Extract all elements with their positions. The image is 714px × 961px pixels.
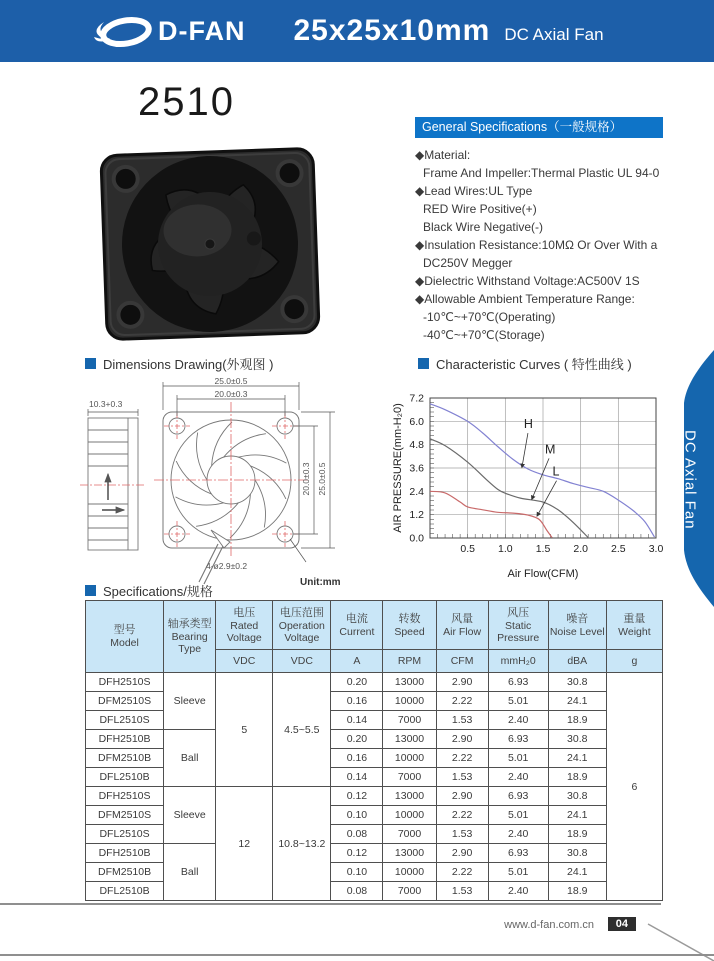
spec-line: Black Wire Negative(-) — [423, 220, 544, 234]
svg-text:H: H — [523, 417, 533, 432]
cell-model: DFM2510B — [86, 749, 164, 768]
cell-airflow: 2.90 — [436, 787, 488, 806]
cell-speed: 10000 — [383, 749, 436, 768]
cell-bearing: Ball — [164, 844, 216, 901]
unit-vdc: VDC — [216, 650, 273, 673]
fan-photo-illustration — [86, 144, 334, 346]
cell-noise: 18.9 — [548, 882, 606, 901]
svg-text:2.5: 2.5 — [611, 543, 626, 555]
cell-rated-voltage: 5 — [216, 673, 273, 787]
col-header-current: 电流 Current — [331, 601, 383, 650]
cell-pressure: 5.01 — [488, 692, 548, 711]
spec-line: ◆Material: — [415, 148, 471, 162]
unit-dba: dBA — [548, 650, 606, 673]
svg-text:4.8: 4.8 — [409, 439, 424, 452]
cell-current: 0.20 — [331, 673, 383, 692]
cell-airflow: 1.53 — [436, 882, 488, 901]
unit-a: A — [331, 650, 383, 673]
cell-speed: 13000 — [383, 673, 436, 692]
curves-title-text: Characteristic Curves ( 特性曲线 ) — [436, 357, 632, 372]
cell-noise: 24.1 — [548, 806, 606, 825]
cell-noise: 18.9 — [548, 768, 606, 787]
dim-outer-width: 25.0±0.5 — [214, 376, 248, 386]
cell-model: DFL2510S — [86, 825, 164, 844]
cell-speed: 7000 — [383, 825, 436, 844]
unit-mmh2o: mmH₂0 — [488, 650, 548, 673]
svg-text:1.2: 1.2 — [409, 509, 424, 522]
svg-text:L: L — [552, 464, 560, 479]
cell-current: 0.12 — [331, 787, 383, 806]
cell-noise: 18.9 — [548, 711, 606, 730]
cell-airflow: 2.22 — [436, 806, 488, 825]
cell-pressure: 6.93 — [488, 844, 548, 863]
dimensions-title-text: Dimensions Drawing(外观图 ) — [103, 357, 274, 372]
table-row — [86, 730, 663, 749]
cell-pressure: 2.40 — [488, 882, 548, 901]
characteristic-curves-chart — [392, 388, 664, 587]
table-row — [86, 787, 663, 806]
cell-bearing: Ball — [164, 730, 216, 787]
svg-text:6.0: 6.0 — [409, 415, 424, 428]
cell-model: DFL2510B — [86, 768, 164, 787]
cell-speed: 13000 — [383, 787, 436, 806]
cell-speed: 13000 — [383, 730, 436, 749]
spec-line: DC250V Megger — [423, 256, 513, 270]
spec-line: ◆Lead Wires:UL Type — [415, 184, 533, 198]
cell-airflow: 2.90 — [436, 844, 488, 863]
dimensions-section-title — [85, 354, 273, 373]
side-tab-label: DC Axial Fan — [681, 430, 699, 530]
cell-current: 0.12 — [331, 844, 383, 863]
svg-text:3.0: 3.0 — [648, 543, 664, 555]
cell-pressure: 6.93 — [488, 787, 548, 806]
product-photo — [86, 144, 334, 346]
col-header-operation-voltage: 电压范围 Operation Voltage — [273, 601, 331, 650]
dim-hole-pitch: 20.0±0.3 — [214, 389, 248, 399]
cell-speed: 7000 — [383, 711, 436, 730]
cell-noise: 24.1 — [548, 749, 606, 768]
col-header-noise: 噪音 Noise Level — [548, 601, 606, 650]
general-specs-title: General Specifications（一般规格） — [415, 117, 663, 138]
cell-airflow: 1.53 — [436, 768, 488, 787]
cell-bearing: Sleeve — [164, 787, 216, 844]
cell-model: DFH2510B — [86, 844, 164, 863]
dim-hole-pitch-v: 20.0±0.3 — [301, 462, 311, 496]
svg-text:2.4: 2.4 — [409, 485, 424, 498]
cell-current: 0.16 — [331, 692, 383, 711]
cell-noise: 30.8 — [548, 787, 606, 806]
brand-swoosh-icon — [92, 9, 154, 53]
cell-pressure: 5.01 — [488, 863, 548, 882]
brand-name: D-FAN — [158, 15, 246, 46]
cell-current: 0.14 — [331, 711, 383, 730]
cell-operation-voltage: 10.8~13.2 — [273, 787, 331, 901]
cell-current: 0.20 — [331, 730, 383, 749]
cell-current: 0.10 — [331, 806, 383, 825]
cell-rated-voltage: 12 — [216, 787, 273, 901]
cell-airflow: 2.22 — [436, 863, 488, 882]
unit-rpm: RPM — [383, 650, 436, 673]
cell-speed: 10000 — [383, 806, 436, 825]
model-number: 2510 — [138, 80, 235, 124]
cell-airflow: 2.22 — [436, 749, 488, 768]
col-header-bearing: 轴承类型 Bearing Type — [164, 601, 216, 673]
svg-text:M: M — [545, 442, 556, 457]
general-specs-list — [415, 146, 663, 344]
spec-table-container — [85, 600, 663, 901]
cell-model: DFM2510B — [86, 863, 164, 882]
cell-noise: 30.8 — [548, 844, 606, 863]
svg-text:AIR PRESSURE(mm-H₂0): AIR PRESSURE(mm-H₂0) — [392, 403, 404, 533]
cell-airflow: 1.53 — [436, 711, 488, 730]
cell-speed: 13000 — [383, 844, 436, 863]
cell-speed: 10000 — [383, 863, 436, 882]
dim-thickness: 10.3+0.3 — [89, 399, 123, 409]
section-bullet-icon — [418, 358, 429, 369]
cell-noise: 30.8 — [548, 673, 606, 692]
cell-current: 0.16 — [331, 749, 383, 768]
cell-model: DFL2510S — [86, 711, 164, 730]
svg-text:7.2: 7.2 — [409, 392, 424, 405]
drawing-unit-label: Unit:mm — [300, 577, 341, 588]
cell-speed: 7000 — [383, 768, 436, 787]
col-header-model: 型号 Model — [86, 601, 164, 673]
cell-noise: 30.8 — [548, 730, 606, 749]
col-header-rated-voltage: 电压 Rated Voltage — [216, 601, 273, 650]
cell-current: 0.08 — [331, 882, 383, 901]
footer-divider — [0, 903, 661, 905]
cell-noise: 18.9 — [548, 825, 606, 844]
svg-text:1.0: 1.0 — [498, 543, 513, 555]
dimensions-drawing — [78, 372, 398, 593]
cell-noise: 24.1 — [548, 692, 606, 711]
cell-speed: 7000 — [383, 882, 436, 901]
spec-table — [85, 600, 663, 901]
cell-model: DFM2510S — [86, 692, 164, 711]
spec-line: Frame And Impeller:Thermal Plastic UL 94-0 — [423, 166, 660, 180]
col-header-weight: 重量 Weight — [606, 601, 662, 650]
cell-pressure: 2.40 — [488, 825, 548, 844]
cell-weight: 6 — [606, 673, 662, 901]
header-bar — [0, 0, 714, 62]
col-header-airflow: 风量 Air Flow — [436, 601, 488, 650]
cell-pressure: 2.40 — [488, 768, 548, 787]
svg-text:1.5: 1.5 — [535, 543, 551, 555]
cell-operation-voltage: 4.5~5.5 — [273, 673, 331, 787]
cell-pressure: 5.01 — [488, 806, 548, 825]
footer-bottom-rule — [0, 954, 714, 956]
cell-speed: 10000 — [383, 692, 436, 711]
cell-airflow: 1.53 — [436, 825, 488, 844]
cell-model: DFL2510B — [86, 882, 164, 901]
spec-line: -40℃~+70℃(Storage) — [423, 328, 545, 342]
page-subtitle: DC Axial Fan — [504, 25, 604, 44]
dim-outer-height: 25.0±0.5 — [317, 462, 327, 496]
general-specifications — [415, 117, 663, 344]
unit-g: g — [606, 650, 662, 673]
cell-model: DFH2510S — [86, 787, 164, 806]
svg-text:3.6: 3.6 — [409, 462, 424, 475]
cell-current: 0.14 — [331, 768, 383, 787]
cell-model: DFH2510B — [86, 730, 164, 749]
spec-line: -10℃~+70℃(Operating) — [423, 310, 556, 324]
dim-hole-callout: 4-ø2.9±0.2 — [206, 561, 248, 571]
unit-vdc: VDC — [273, 650, 331, 673]
cell-pressure: 6.93 — [488, 730, 548, 749]
table-row — [86, 673, 663, 692]
svg-text:0.5: 0.5 — [460, 543, 475, 555]
cell-model: DFH2510S — [86, 673, 164, 692]
curves-plot — [392, 388, 664, 582]
cell-airflow: 2.22 — [436, 692, 488, 711]
spec-line: ◆Dielectric Withstand Voltage:AC500V 1S — [415, 274, 640, 288]
page-number-badge: 04 — [608, 917, 636, 931]
svg-text:2.0: 2.0 — [573, 543, 588, 555]
col-header-speed: 转数 Speed — [383, 601, 436, 650]
cell-pressure: 2.40 — [488, 711, 548, 730]
table-row — [86, 844, 663, 863]
section-bullet-icon — [85, 585, 96, 596]
cell-current: 0.10 — [331, 863, 383, 882]
page-title: 25x25x10mm — [293, 14, 491, 47]
cell-bearing: Sleeve — [164, 673, 216, 730]
cell-airflow: 2.90 — [436, 730, 488, 749]
cell-model: DFM2510S — [86, 806, 164, 825]
brand-logo — [92, 9, 246, 53]
spec-line: RED Wire Positive(+) — [423, 202, 537, 216]
section-bullet-icon — [85, 358, 96, 369]
spec-line: ◆Allowable Ambient Temperature Range: — [415, 292, 635, 306]
col-header-static-pressure: 风压 Static Pressure — [488, 601, 548, 650]
cell-airflow: 2.90 — [436, 673, 488, 692]
dimensions-drawing-svg — [78, 372, 398, 588]
svg-text:0.0: 0.0 — [409, 532, 424, 545]
cell-noise: 24.1 — [548, 863, 606, 882]
website-link[interactable]: www.d-fan.com.cn — [504, 919, 594, 931]
curves-section-title — [418, 354, 632, 373]
cell-pressure: 5.01 — [488, 749, 548, 768]
specs-title-text: Specifications/规格 — [103, 584, 213, 599]
cell-pressure: 6.93 — [488, 673, 548, 692]
unit-cfm: CFM — [436, 650, 488, 673]
cell-current: 0.08 — [331, 825, 383, 844]
specs-section-title — [85, 581, 213, 600]
spec-line: ◆Insulation Resistance:10MΩ Or Over With a — [415, 238, 658, 252]
svg-text:Air Flow(CFM): Air Flow(CFM) — [507, 568, 579, 580]
